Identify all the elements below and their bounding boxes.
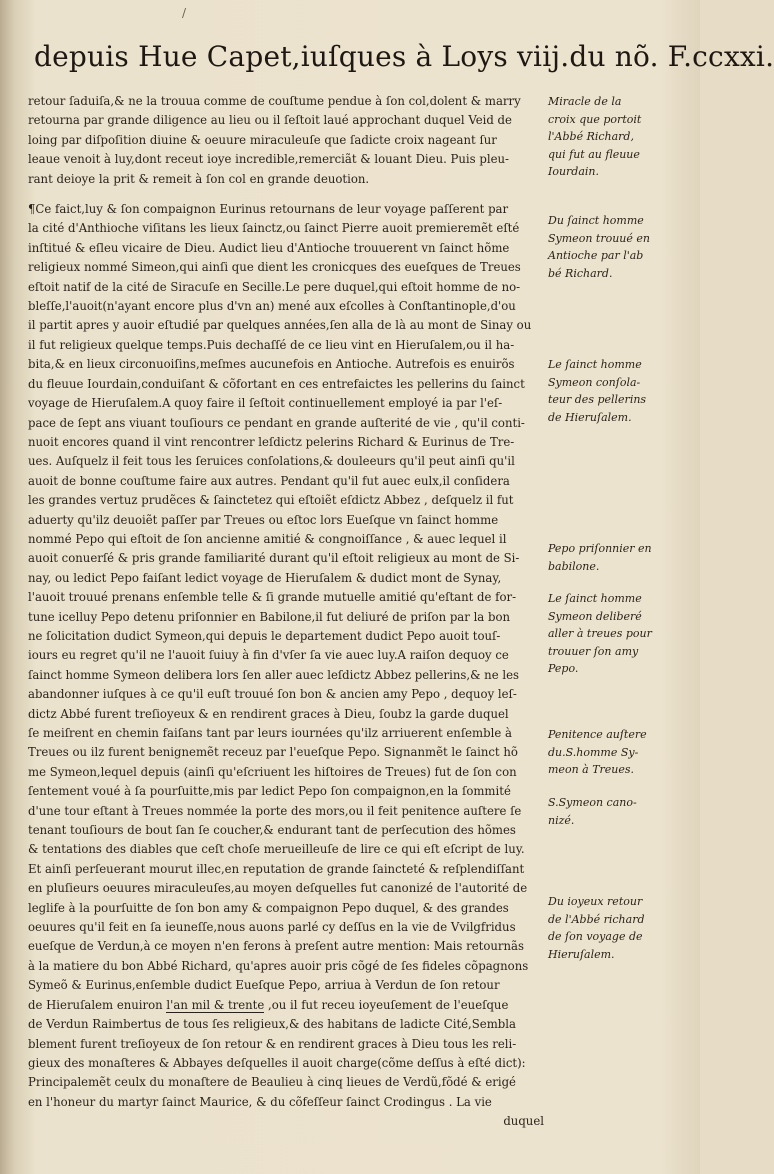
margin-note-line: nizé. xyxy=(548,813,575,827)
margin-note-line: Hieruſalem. xyxy=(548,947,615,961)
text-line: d'une tour eſtant à Treues nommée la porte des mors,ou il feit penitence auſtere ſe xyxy=(28,803,522,818)
text-line: me Symeon,lequel depuis (ainſi qu'eſcriuent les hiſtoires de Treues) fut de ſon con xyxy=(28,764,517,779)
text-line: oeuures qu'il feit en ſa ieuneſſe,nous auons parlé cy deſſus en la vie de Vvilgfridus xyxy=(28,920,516,935)
margin-note-line: l'Abbé Richard, xyxy=(548,130,634,143)
text-line: retourna par grande diligence au lieu ou il ſeſtoit laué approchant duquel Veid de xyxy=(28,113,512,128)
text-line: loing par diſpoſition diuine & oeuure miraculeuſe que ſadicte croix nageant ſur xyxy=(28,132,497,147)
text-run: de Hieruſalem enuiron xyxy=(28,997,167,1012)
paragraph-gap xyxy=(28,189,544,200)
text-line: nuoit encores quand il vint rencontrer leſdictz pelerins Richard & Eurinus de Tre- xyxy=(28,434,515,449)
text-line: nay, ou ledict Pepo faiſant ledict voyage de Hieruſalem & dudict mont de Synay, xyxy=(28,570,502,585)
text-line: nommé Pepo qui eſtoit de ſon ancienne amitié & congnoiſſance , & auec lequel il xyxy=(28,531,507,546)
margin-note-line: Symeon trouué en xyxy=(548,231,650,245)
main-text-column xyxy=(28,92,544,1132)
margin-note-line: croix que portoit xyxy=(548,112,642,126)
margin-note-line: Du ioyeux retour xyxy=(548,895,643,908)
margin-note-line: Antioche par l'ab xyxy=(548,249,644,262)
text-line: auoit conuerſé & pris grande familiarité durant qu'il eſtoit religieux au mont de Si- xyxy=(28,551,520,566)
text-line: en l'honeur du martyr ſainct Maurice, & du cõfeſſeur ſainct Crodingus . La vie xyxy=(28,1094,492,1109)
margin-note-line: Penitence auſtere xyxy=(548,728,647,741)
text-line: rant deioye la prit & remeit à ſon col en grande deuotion. xyxy=(28,171,370,186)
margin-note-line: trouuer ſon amy xyxy=(548,644,639,658)
margin-note-line: du.S.homme Sy- xyxy=(548,745,639,759)
text-line: religieux nommé Simeon,qui ainſi que dient les cronicques des eueſques de Treues xyxy=(28,260,521,275)
text-line: tune icelluy Pepo detenu priſonnier en Babilone,il fut deliuré de priſon par la bon xyxy=(28,609,511,624)
text-line: blement furent treſioyeux de ſon retour & en rendirent graces à Dieu tous les reli- xyxy=(28,1036,517,1051)
margin-note-retour xyxy=(548,893,674,963)
text-line: dictz Abbé furent treſioyeux & en rendirent graces à Dieu, ſoubz la garde duquel xyxy=(28,706,509,721)
margin-note-line: Le ſainct homme xyxy=(548,358,642,371)
margin-note-symeon-consolateur xyxy=(548,356,674,426)
text-line: & tentations des diables que ceſt choſe merueilleuſe de lire ce qui eſt eſcript de luy. xyxy=(28,842,525,857)
margin-note-line: aller à treues pour xyxy=(548,627,652,640)
text-line: leaue venoit à luy,dont receut ioye incredible,remerciãt & louant Dieu. Puis pleu- xyxy=(28,152,510,167)
margin-note-line: teur des pellerins xyxy=(548,393,647,406)
text-line: bita,& en lieux circonuoiſins,meſmes aucunefois en Antioche. Autrefois es enuirõs xyxy=(28,357,515,372)
text-line: ne ſolicitation dudict Symeon,qui depuis le departement dudict Pepo auoit touſ- xyxy=(28,628,501,643)
text-line: du fleuue Iourdain,conduiſant & cõfortant en ces entrefaictes les pellerins du ſainct xyxy=(28,376,525,391)
margin-note-line: Le ſainct homme xyxy=(548,592,642,605)
margin-note-line: de l'Abbé richard xyxy=(548,912,645,926)
text-line: ues. Auſquelz il feit tous les ſeruices conſolations,& douleeurs qu'il peut ainſi qu'il xyxy=(28,454,515,469)
text-line: abandonner iuſques à ce qu'il euſt trouué ſon bon & ancien amy Pepo , dequoy leſ- xyxy=(28,687,517,702)
ink-mark: / xyxy=(182,6,187,20)
text-line: ſainct homme Symeon delibera lors ſen aller auec leſdictz Abbez pellerins,& ne les xyxy=(28,667,519,682)
margin-note-line: S.Symeon cano- xyxy=(548,796,637,809)
text-line: inſtitué & eſleu vicaire de Dieu. Audict lieu d'Antioche trouuerent vn ſainct hõme xyxy=(28,240,510,255)
text-line: retour ſaduiſa,& ne la trouua comme de couſtume pendue à ſon col,dolent & marry xyxy=(28,94,521,108)
margin-note-line: Miracle de la xyxy=(548,95,622,108)
text-line: il fut religieux quelque temps.Puis dechaſſé de ce lieu vint en Hieruſalem,ou il ha- xyxy=(28,337,515,352)
margin-note-line: Iourdain. xyxy=(548,165,600,178)
margin-note-line: Symeon conſola- xyxy=(548,375,641,389)
text-line: Et ainſi perſeuerant mourut illec,en reputation de grande ſaincteté & reſplendiſſant xyxy=(28,861,525,876)
text-line: Symeõ & Eurinus,enſemble dudict Eueſque Pepo, arriua à Verdun de ſon retour xyxy=(28,978,500,993)
margin-note-line: meon à Treues. xyxy=(548,763,635,776)
margin-note-line: babilone. xyxy=(548,559,600,573)
text-line: ſe meiſrent en chemin faiſans tant par leurs iournées qu'ilz arriuerent enſemble à xyxy=(28,726,512,740)
running-head: depuis Hue Capet,iuſques à Loys viij.du nõ. F.ccxxi. xyxy=(34,40,774,73)
text-line: auoit de bonne couſtume faire aux autres. Pendant qu'il fut auec eulx,il conſidera xyxy=(28,473,510,488)
margin-note-canonise xyxy=(548,794,674,829)
margin-note-line: Pepo. xyxy=(548,662,579,675)
text-line: eueſque de Verdun,à ce moyen n'en ferons à preſent autre mention: Mais retournãs xyxy=(28,939,524,954)
text-run: ,ou il fut receu ioyeuſement de l'eueſque xyxy=(264,997,509,1012)
margin-note-symeon-delibere xyxy=(548,590,674,678)
text-line: eſtoit natif de la cité de Siracuſe en Secille.Le pere duquel,qui eſtoit homme de no- xyxy=(28,279,521,294)
text-line: gieux des monaſteres & Abbayes deſquelles il auoit charge(cõme deſſus à eſté dict): xyxy=(28,1055,526,1070)
text-line: Treues ou ilz furent benignemẽt receuz par l'eueſque Pepo. Signanmẽt le ſainct hõ xyxy=(28,745,518,760)
paragraph-symeon xyxy=(28,200,544,1132)
text-line: il partit apres y auoir eſtudié par quelques années,ſen alla de là au mont de Sinay ou xyxy=(28,318,532,333)
text-line: tenant touſiours de bout ſan ſe coucher,& endurant tant de perſecution des hõmes xyxy=(28,823,516,838)
margin-note-pepo-prisonnier xyxy=(548,540,674,575)
margin-note-penitence xyxy=(548,726,674,779)
margin-note-symeon-trouve xyxy=(548,212,674,282)
text-line: voyage de Hieruſalem.A quoy faire il ſeſtoit continuellement employé ia par l'eſ- xyxy=(28,396,503,411)
text-line: la cité d'Anthioche viſitans les lieux ſainctz,ou ſainct Pierre auoit premieremẽt eſté xyxy=(28,221,520,236)
text-line: l'auoit trouué prenans enſemble telle & ſi grande mutuelle amitié qu'eſtant de for- xyxy=(28,590,517,605)
catchword: duquel xyxy=(503,1114,544,1129)
text-line: Principalemẽt ceulx du monaſtere de Beaulieu à cinq lieues de Verdũ,fõdé & erigé xyxy=(28,1075,516,1090)
margin-note-line: qui fut au fleuue xyxy=(548,147,640,161)
margin-note-line: bé Richard. xyxy=(548,266,613,280)
text-line: de Verdun Raimbertus de tous ſes religieux,& des habitans de ladicte Cité,Sembla xyxy=(28,1017,516,1032)
text-line: aduerty qu'ilz deuoiẽt paſſer par Treues ou eſtoc lors Eueſque vn ſainct homme xyxy=(28,512,499,527)
text-line: ¶Ce faict,luy & ſon compaignon Eurinus retournans de leur voyage paſſerent par xyxy=(28,202,509,217)
text-line: pace de ſept ans viuant touſiours ce pendant en grande auſterité de vie , qu'il conti- xyxy=(28,415,525,430)
margin-note-miracle xyxy=(548,93,674,181)
margin-note-line: Du ſainct homme xyxy=(548,214,644,227)
text-line: leglife à la pourſuitte de ſon bon amy & compaignon Pepo duquel, & des grandes xyxy=(28,900,509,915)
text-line: bleſſe,l'auoit(n'ayant encore plus d'vn an) mené aux eſcolles à Conſtantinople,d'ou xyxy=(28,299,516,314)
text-line: iours eu regret qu'il ne l'auoit ſuiuy à fin d'vſer ſa vie auec luy.A raiſon dequoy ce xyxy=(28,648,509,663)
margin-note-line: Pepo priſonnier en xyxy=(548,542,652,555)
text-line xyxy=(28,996,544,1015)
underlined-date: l'an mil & trente xyxy=(166,997,265,1012)
paragraph-miracle xyxy=(28,92,544,189)
margin-note-line: de ſon voyage de xyxy=(548,930,643,943)
margin-note-line: de Hieruſalem. xyxy=(548,410,632,424)
text-line: en pluſieurs oeuures miraculeuſes,au moyen deſquelles fut canonizé de l'autorité de xyxy=(28,881,528,896)
margin-note-line: Symeon deliberé xyxy=(548,609,642,623)
text-line: les grandes vertuz prudẽces & ſainctetez qui eſtoiẽt eſdictz Abbez , deſquelz il fut xyxy=(28,493,514,508)
text-line: à la matiere du bon Abbé Richard, qu'apres auoir pris cõgé de ſes fideles cõpagnons xyxy=(28,958,529,973)
text-line: ſentement voué à ſa pourſuitte,mis par ledict Pepo ſon compaignon,en la ſommité xyxy=(28,784,511,799)
